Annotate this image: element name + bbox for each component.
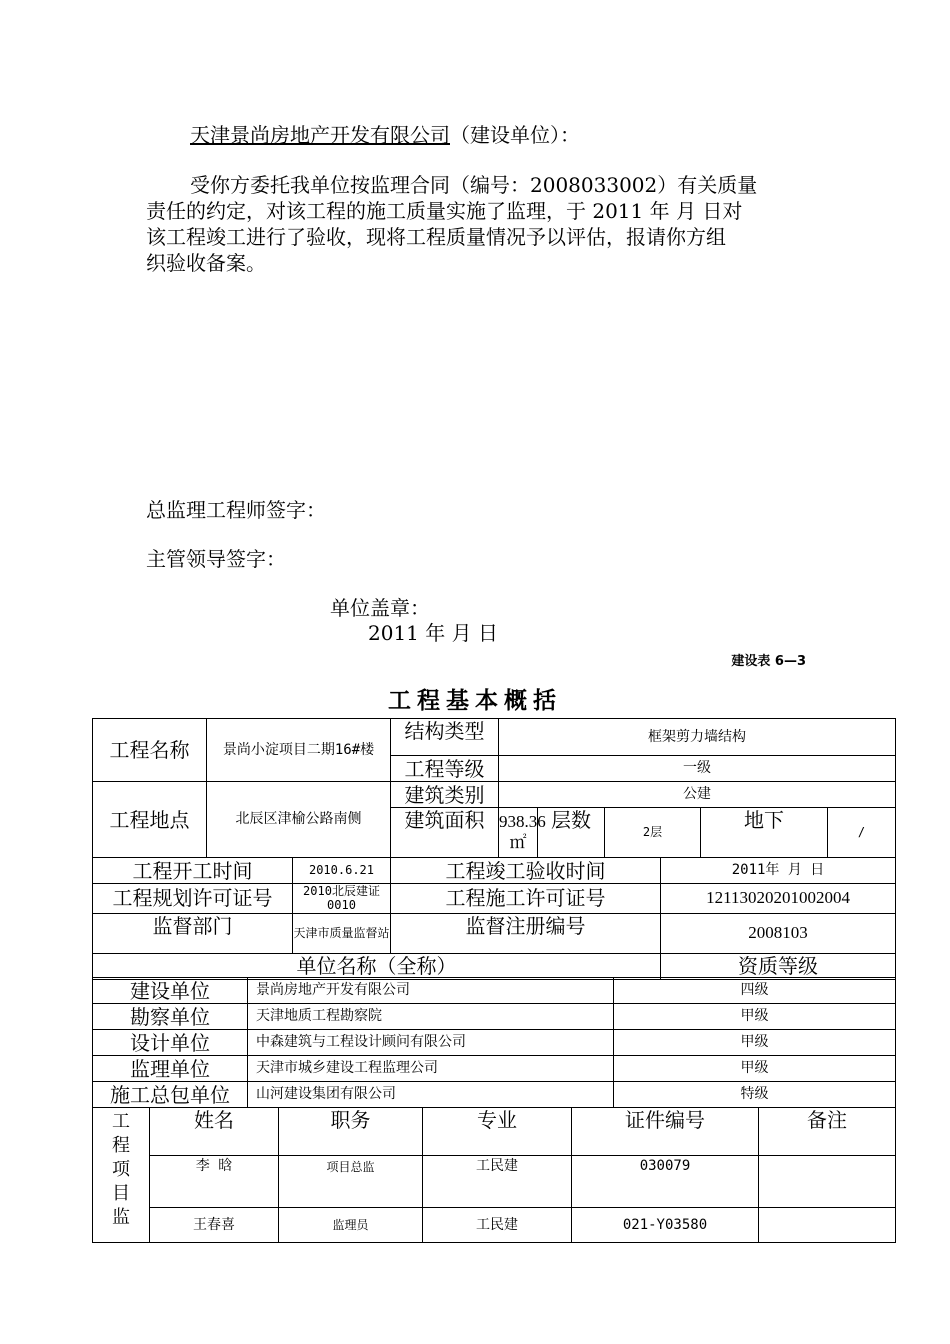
area-label: 建筑面积 <box>391 808 499 858</box>
planning-permit-label: 工程规划许可证号 <box>93 884 293 914</box>
staff-header-remark: 备注 <box>759 1108 896 1156</box>
table-row <box>93 1082 896 1108</box>
staff-remark <box>759 1156 896 1208</box>
staff-cert: 030079 <box>572 1156 759 1208</box>
unit-grade: 特级 <box>614 1082 896 1108</box>
staff-header-cert: 证件编号 <box>572 1108 759 1156</box>
staff-major: 工民建 <box>423 1156 572 1208</box>
form-title: 工程基本概括 <box>388 688 562 714</box>
units-table <box>92 977 896 1108</box>
chief-engineer-signature: 总监理工程师签字： <box>146 498 326 522</box>
floors-label: 层数 <box>538 808 605 858</box>
staff-cert: 021-Y03580 <box>572 1208 759 1243</box>
form-code: 建设表 6—3 <box>731 654 806 669</box>
staff-position: 项目总监 <box>279 1156 423 1208</box>
addressee-line <box>190 122 580 148</box>
unit-role: 建设单位 <box>93 978 248 1004</box>
grade-value: 一级 <box>499 756 896 782</box>
unit-name: 天津市城乡建设工程监理公司 <box>248 1056 614 1082</box>
table-row <box>93 1030 896 1056</box>
staff-header-position: 职务 <box>279 1108 423 1156</box>
table-row <box>93 1156 896 1208</box>
unit-role: 监理单位 <box>93 1056 248 1082</box>
staff-major: 工民建 <box>423 1208 572 1243</box>
completion-value: 2011年 月 日 <box>661 858 896 884</box>
staff-name: 李 晗 <box>150 1156 279 1208</box>
table-row <box>93 1208 896 1243</box>
planning-permit-value: 2010北辰建证0010 <box>293 884 391 914</box>
unit-role: 施工总包单位 <box>93 1082 248 1108</box>
unit-role: 设计单位 <box>93 1030 248 1056</box>
supervision-dept-value: 天津市质量监督站 <box>293 913 391 953</box>
table-row <box>93 978 896 1004</box>
building-category-label: 建筑类别 <box>391 782 499 808</box>
location-value: 北辰区津榆公路南侧 <box>207 782 391 858</box>
underground-value: / <box>828 808 896 858</box>
staff-header-name: 姓名 <box>150 1108 279 1156</box>
table-row <box>93 1056 896 1082</box>
letter-body-line: 受你方委托我单位按监理合同（编号：2008033002）有关质量 <box>190 173 758 197</box>
unit-grade: 甲级 <box>614 1004 896 1030</box>
letter-body-line: 责任的约定，对该工程的施工质量实施了监理，于 2011 年 月 日对 <box>146 199 743 223</box>
staff-name: 王春喜 <box>150 1208 279 1243</box>
supervision-reg-label: 监督注册编号 <box>391 913 661 953</box>
staff-side-label: 工程项目监 <box>93 1108 150 1243</box>
location-label: 工程地点 <box>93 782 207 858</box>
staff-header-major: 专业 <box>423 1108 572 1156</box>
start-time-value: 2010.6.21 <box>293 858 391 884</box>
structure-type-label: 结构类型 <box>391 719 499 756</box>
building-category-value: 公建 <box>499 782 896 808</box>
completion-label: 工程竣工验收时间 <box>391 858 661 884</box>
underground-label: 地下 <box>701 808 828 858</box>
unit-name: 山河建设集团有限公司 <box>248 1082 614 1108</box>
unit-grade: 甲级 <box>614 1056 896 1082</box>
qualification-header: 资质等级 <box>661 953 896 979</box>
project-name-value: 景尚小淀项目二期16#楼 <box>207 719 391 782</box>
unit-name-header: 单位名称（全称） <box>93 953 661 979</box>
letter-body <box>146 172 814 276</box>
letter-body-line: 该工程竣工进行了验收，现将工程质量情况予以评估，报请你方组 <box>146 225 726 249</box>
unit-grade: 甲级 <box>614 1030 896 1056</box>
construction-permit-value: 12113020201002004 <box>661 884 896 914</box>
project-name-label: 工程名称 <box>93 719 207 782</box>
floors-value: 2层 <box>605 808 701 858</box>
staff-remark <box>759 1208 896 1243</box>
addressee-name: 天津景尚房地产开发有限公司 <box>190 123 450 147</box>
construction-permit-label: 工程施工许可证号 <box>391 884 661 914</box>
staff-position: 监理员 <box>279 1208 423 1243</box>
supervision-reg-value: 2008103 <box>661 913 896 953</box>
unit-name: 中森建筑与工程设计顾问有限公司 <box>248 1030 614 1056</box>
area-value: 938.36 ㎡ <box>499 808 538 858</box>
unit-name: 景尚房地产开发有限公司 <box>248 978 614 1004</box>
unit-grade: 四级 <box>614 978 896 1004</box>
unit-name: 天津地质工程勘察院 <box>248 1004 614 1030</box>
leader-signature: 主管领导签字： <box>146 547 286 571</box>
unit-seal: 单位盖章： <box>330 596 430 620</box>
start-time-label: 工程开工时间 <box>93 858 293 884</box>
letter-body-line: 织验收备案。 <box>146 251 266 275</box>
addressee-role: （建设单位）： <box>450 123 580 147</box>
structure-type-value: 框架剪力墙结构 <box>499 719 896 756</box>
table-row <box>93 1004 896 1030</box>
project-info-table <box>92 718 896 980</box>
unit-role: 勘察单位 <box>93 1004 248 1030</box>
grade-label: 工程等级 <box>391 756 499 782</box>
supervision-dept-label: 监督部门 <box>93 913 293 953</box>
letter-date: 2011 年 月 日 <box>368 621 498 645</box>
staff-table <box>92 1107 896 1243</box>
